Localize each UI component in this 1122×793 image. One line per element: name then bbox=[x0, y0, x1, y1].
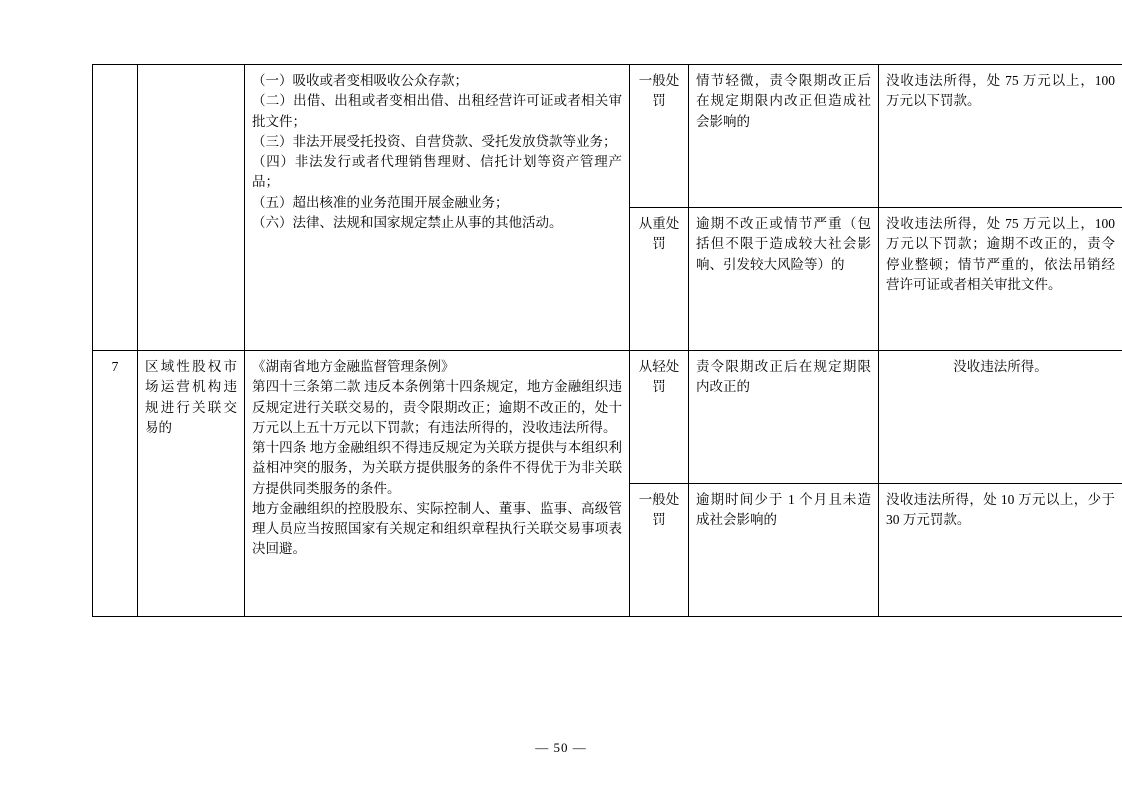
legal-basis-line: （一）吸收或者变相吸收公众存款； bbox=[252, 73, 468, 88]
legal-basis-line: 第十四条 地方金融组织不得违反规定为关联方提供与本组织利益相冲突的服务，为关联方提供服务的条件不得优于为非关联方提供同类服务的条件。 bbox=[252, 440, 622, 496]
penalty-level-cell: 一般处罚 bbox=[630, 484, 689, 617]
legal-basis-cell bbox=[245, 351, 630, 617]
table-row bbox=[93, 351, 1122, 484]
legal-basis-line: （四）非法发行或者代理销售理财、信托计划等资产管理产品； bbox=[252, 154, 622, 190]
penalty-cell: 没收违法所得，处 10 万元以上，少于 30 万元罚款。 bbox=[879, 484, 1122, 617]
penalty-discretion-table bbox=[92, 64, 1122, 617]
row-number-cell: 7 bbox=[93, 351, 138, 617]
penalty-cell: 没收违法所得，处 75 万元以上，100 万元以下罚款。 bbox=[879, 65, 1122, 208]
table-row bbox=[93, 65, 1122, 208]
penalty-level-cell: 从重处罚 bbox=[630, 208, 689, 351]
legal-basis-cell bbox=[245, 65, 630, 351]
penalty-cell: 没收违法所得，处 75 万元以上，100 万元以下罚款；逾期不改正的，责令停业整顿；情节严重的，依法吊销经营许可证或者相关审批文件。 bbox=[879, 208, 1122, 351]
legal-basis-line: （三）非法开展受托投资、自营贷款、受托发放贷款等业务； bbox=[252, 133, 617, 149]
page-footer: — 50 — bbox=[535, 740, 587, 755]
penalty-level-cell: 从轻处罚 bbox=[630, 351, 689, 484]
legal-basis-line: （五）超出核准的业务范围开展金融业务； bbox=[252, 194, 509, 210]
row-number-cell bbox=[93, 65, 138, 351]
penalty-level-cell: 一般处罚 bbox=[630, 65, 689, 208]
legal-basis-line: 《湖南省地方金融监督管理条例》 bbox=[252, 359, 455, 374]
legal-basis-line: （二）出借、出租或者变相出借、出租经营许可证或者相关审批文件； bbox=[252, 93, 622, 129]
legal-basis-line: （六）法律、法规和国家规定禁止从事的其他活动。 bbox=[252, 214, 563, 230]
legal-basis-line: 第四十三条第二款 违反本条例第十四条规定，地方金融组织违反规定进行关联交易的，责令限期改正；逾期不改正的，处十万元以上五十万元以下罚款；有违法所得的，没收违法所得。 bbox=[252, 379, 622, 435]
condition-cell: 逾期时间少于 1 个月且未造成社会影响的 bbox=[689, 484, 879, 617]
condition-cell: 责令限期改正后在规定期限内改正的 bbox=[689, 351, 879, 484]
violation-item-cell bbox=[138, 65, 245, 351]
condition-cell: 情节轻微，责令限期改正后在规定期限内改正但造成社会影响的 bbox=[689, 65, 879, 208]
legal-basis-line: 地方金融组织的控股股东、实际控制人、董事、监事、高级管理人员应当按照国家有关规定和组织章程执行关联交易事项表决回避。 bbox=[252, 500, 622, 557]
penalty-cell: 没收违法所得。 bbox=[879, 351, 1122, 484]
condition-cell: 逾期不改正或情节严重（包括但不限于造成较大社会影响、引发较大风险等）的 bbox=[689, 208, 879, 351]
violation-item-cell: 区域性股权市场运营机构违规进行关联交易的 bbox=[138, 351, 245, 617]
